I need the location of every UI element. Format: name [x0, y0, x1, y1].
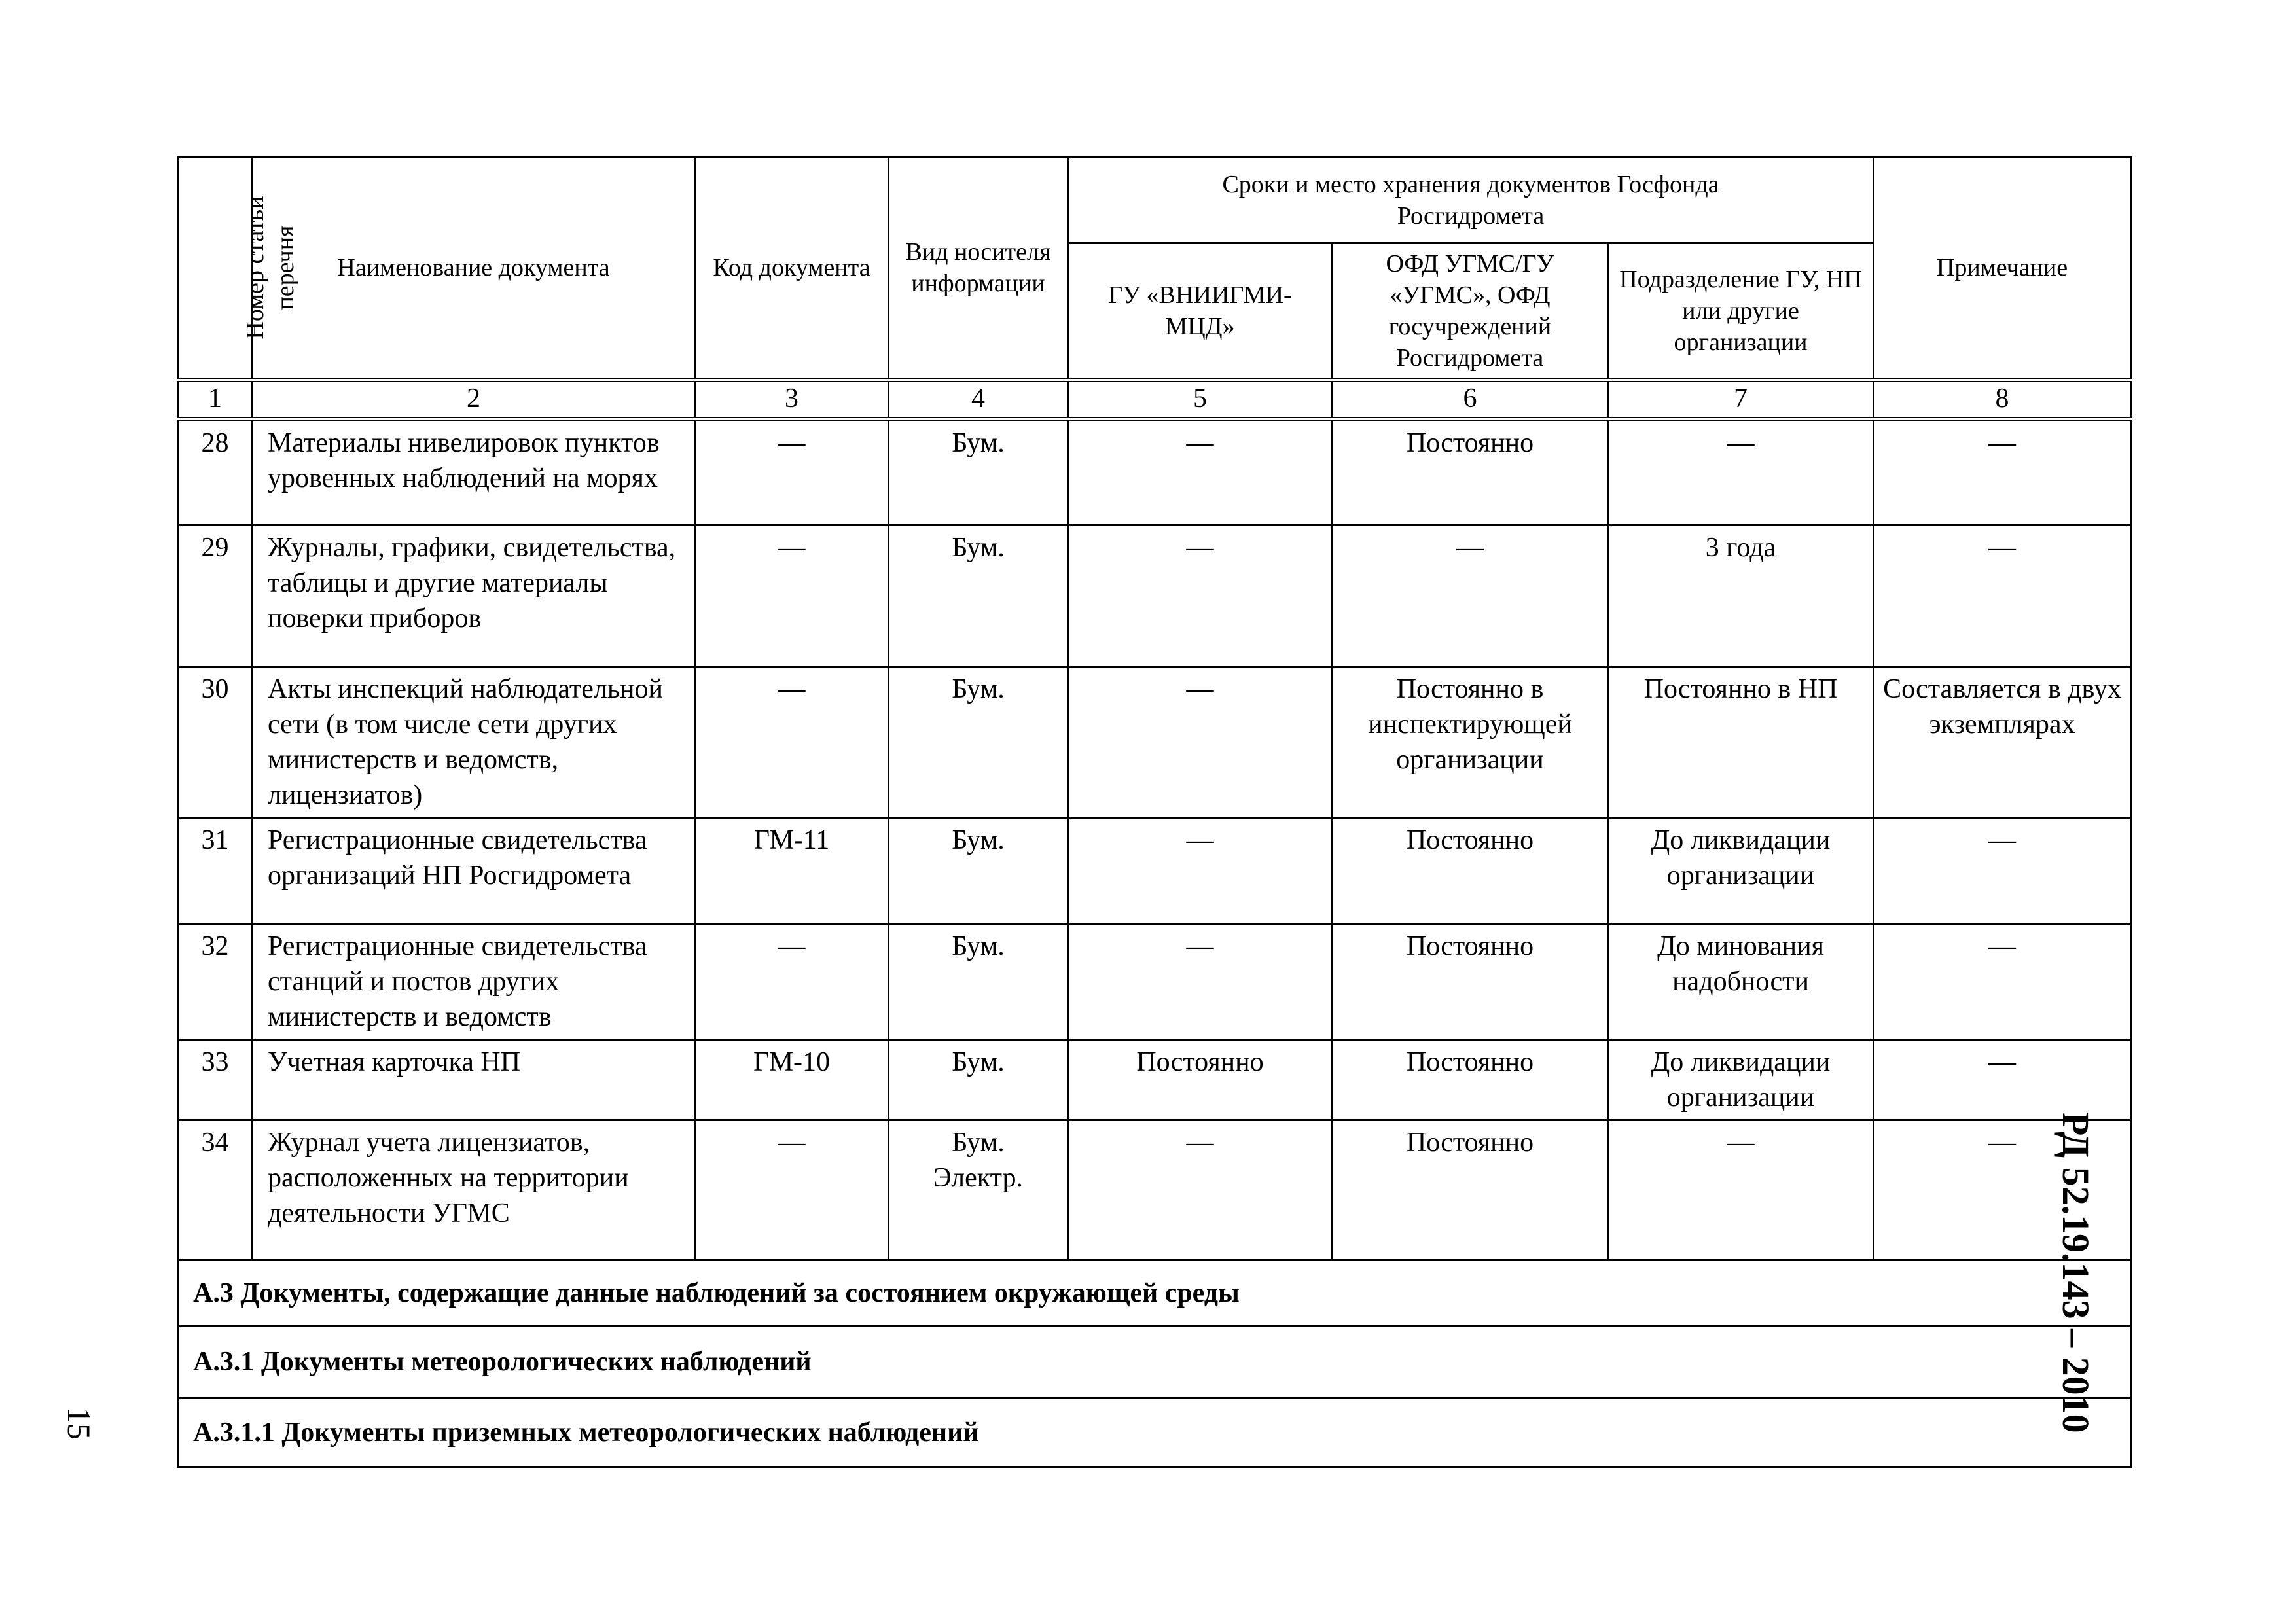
row-document-name: Регистрационные свидетельства станций и постов других министерств и ведомств [253, 924, 695, 1040]
row-vniigmi: — [1068, 924, 1333, 1040]
column-number: 7 [1608, 380, 1874, 419]
row-document-name: Журналы, графики, свидетельства, таблицы и другие материалы поверки приборов [253, 526, 695, 667]
retention-table [177, 156, 2132, 1468]
section-heading-row [178, 1398, 2131, 1467]
row-note: — [1874, 818, 2131, 924]
header-document-code: Код документа [695, 157, 889, 380]
row-ofd-ugms: Постоянно [1333, 924, 1608, 1040]
row-vniigmi: — [1068, 1120, 1333, 1260]
row-number: 33 [178, 1040, 253, 1120]
row-subdivision: Постоянно в НП [1608, 667, 1874, 818]
header-article-number-text: Номер статьи перечня [242, 195, 299, 340]
row-media: Бум. [889, 1040, 1068, 1120]
column-number: 3 [695, 380, 889, 419]
table-row [178, 667, 2131, 818]
table-row [178, 818, 2131, 924]
table-row [178, 526, 2131, 667]
column-number: 8 [1874, 380, 2131, 419]
table-row [178, 924, 2131, 1040]
row-subdivision: 3 года [1608, 526, 1874, 667]
column-number: 1 [178, 380, 253, 419]
row-vniigmi: — [1068, 526, 1333, 667]
row-note: — [1874, 419, 2131, 526]
column-number: 5 [1068, 380, 1333, 419]
section-heading: А.3.1.1 Документы приземных метеорологических наблюдений [178, 1398, 2131, 1467]
table-row [178, 1120, 2131, 1260]
row-document-code: — [695, 526, 889, 667]
row-document-code: ГМ-11 [695, 818, 889, 924]
header-note: Примечание [1874, 157, 2131, 380]
row-subdivision: До минования надобности [1608, 924, 1874, 1040]
row-document-code: — [695, 419, 889, 526]
row-media: Бум. [889, 526, 1068, 667]
page-number: 15 [61, 1407, 98, 1440]
section-heading: А.3.1 Документы метеорологических наблюдений [178, 1326, 2131, 1398]
row-media: Бум. [889, 924, 1068, 1040]
row-number: 28 [178, 419, 253, 526]
row-ofd-ugms: Постоянно в инспектирующей организации [1333, 667, 1608, 818]
column-number-row [178, 380, 2131, 419]
row-document-name: Материалы нивелировок пунктов уровенных наблюдений на морях [253, 419, 695, 526]
row-media: Бум. Электр. [889, 1120, 1068, 1260]
row-vniigmi: — [1068, 667, 1333, 818]
row-number: 31 [178, 818, 253, 924]
row-number: 30 [178, 667, 253, 818]
header-storage-group: Сроки и место хранения документов Госфонда Росгидромета [1068, 157, 1874, 243]
row-note: — [1874, 526, 2131, 667]
header-article-number [178, 157, 299, 380]
header-document-name: Наименование документа [253, 157, 695, 380]
row-subdivision: — [1608, 419, 1874, 526]
row-media: Бум. [889, 419, 1068, 526]
header-subdivision: Подразделение ГУ, НП или другие организации [1608, 243, 1874, 380]
row-subdivision: До ликвидации организации [1608, 818, 1874, 924]
row-vniigmi: — [1068, 419, 1333, 526]
row-number: 32 [178, 924, 253, 1040]
column-number: 2 [253, 380, 695, 419]
row-vniigmi: Постоянно [1068, 1040, 1333, 1120]
row-note: — [1874, 1040, 2131, 1120]
row-document-code: — [695, 1120, 889, 1260]
row-ofd-ugms: Постоянно [1333, 1040, 1608, 1120]
row-vniigmi: — [1068, 818, 1333, 924]
row-note: Составляется в двух экземплярах [1874, 667, 2131, 818]
row-subdivision: До ликвидации организации [1608, 1040, 1874, 1120]
row-note: — [1874, 924, 2131, 1040]
row-document-name: Журнал учета лицензиатов, расположенных на территории деятельности УГМС [253, 1120, 695, 1260]
row-document-code: — [695, 667, 889, 818]
row-media: Бум. [889, 667, 1068, 818]
row-number: 34 [178, 1120, 253, 1260]
header-media-type: Вид носителя информации [889, 157, 1068, 380]
section-heading-row [178, 1260, 2131, 1326]
row-document-name: Учетная карточка НП [253, 1040, 695, 1120]
row-document-code: — [695, 924, 889, 1040]
row-document-name: Акты инспекций наблюдательной сети (в том числе сети других министерств и ведомств, лицензиатов) [253, 667, 695, 818]
column-number: 6 [1333, 380, 1608, 419]
row-number: 29 [178, 526, 253, 667]
row-document-name: Регистрационные свидетельства организаций НП Росгидромета [253, 818, 695, 924]
table-row [178, 419, 2131, 526]
row-note: — [1874, 1120, 2131, 1260]
header-vniigmi: ГУ «ВНИИГМИ-МЦД» [1068, 243, 1333, 380]
row-media: Бум. [889, 818, 1068, 924]
row-ofd-ugms: Постоянно [1333, 818, 1608, 924]
row-document-code: ГМ-10 [695, 1040, 889, 1120]
section-heading: А.3 Документы, содержащие данные наблюдений за состоянием окружающей среды [178, 1260, 2131, 1326]
section-heading-row [178, 1326, 2131, 1398]
row-ofd-ugms: Постоянно [1333, 419, 1608, 526]
row-ofd-ugms: Постоянно [1333, 1120, 1608, 1260]
table-row [178, 1040, 2131, 1120]
header-ofd-ugms: ОФД УГМС/ГУ «УГМС», ОФД госучреждений Росгидромета [1333, 243, 1608, 380]
row-ofd-ugms: — [1333, 526, 1608, 667]
row-subdivision: — [1608, 1120, 1874, 1260]
column-number: 4 [889, 380, 1068, 419]
